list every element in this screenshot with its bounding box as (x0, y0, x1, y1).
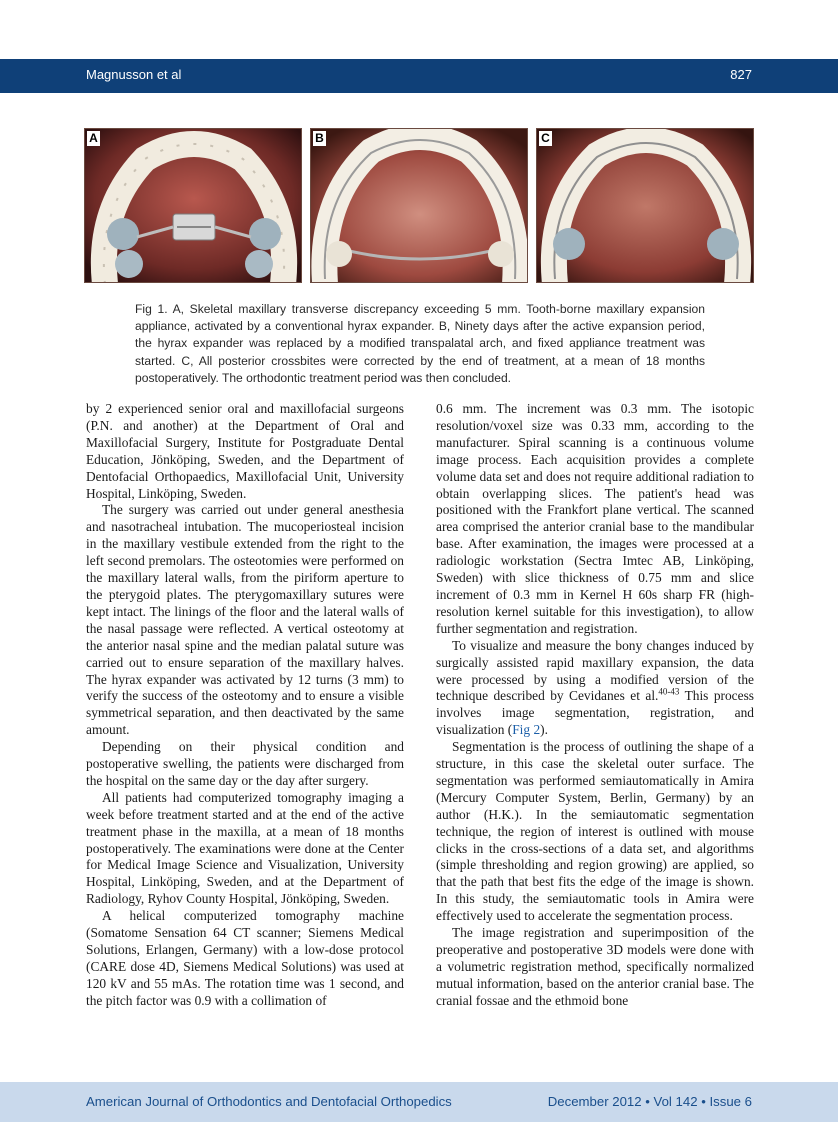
paragraph: A helical computerized tomography machine (Somatome Sensation 64 CT scanner; Siemens Medical Solutions, Erlangen, Germany) with a low-dose protocol (CARE dose 4D, Siemens Medical Solutions) was used at 120 kV and 55 mAs. The rotation time was 1 second, and the pitch factor was 0.9 with a collimation of (86, 908, 404, 1008)
paragraph-text: ). (540, 722, 548, 738)
body-column-right (436, 401, 754, 1010)
paragraph: The surgery was carried out under general anesthesia and nasotracheal intubation. The mucoperiosteal incision in the maxillary vestibule extended from the right to the left second premolars. The osteotomies were performed on the maxillary lateral walls, from the piriform aperture to the pterygoid plates. The pterygomaxillary sutures were kept intact. The linings of the floor and the lateral walls of the nasal passage were reflected. A vertical osteotomy at the anterior nasal spine and the median palatal suture was carried out to ensure separation of the maxillary halves. The hyrax expander was activated by 12 turns (3 mm) to verify the success of the osteotomy and to ensure a visible symmetrical separation, and then deactivated by the same amount. (86, 502, 404, 738)
dental-photo-a (85, 129, 302, 283)
issue-info: December 2012 • Vol 142 • Issue 6 (547, 1094, 752, 1109)
figure-caption (135, 301, 705, 387)
paragraph: Segmentation is the process of outlining the shape of a structure, in this case the skeletal outer surface. The segmentation was performed semiautomatically in Amira (Mercury Computer System, Berlin, Germany) by an author (H.K.). In the semiautomatic segmentation technique, the region of interest is outlined with mouse clicks in the cross-sections of a data set, and algorithms (simple thresholding and region growing) are applied, so that the path that best fits the edge of the image is shown. In this study, the semiautomatic tools in Amira were effectively used to accelerate the segmentation process. (436, 739, 754, 924)
panel-letter-c: C (539, 131, 552, 146)
page-number: 827 (730, 67, 752, 82)
dental-photo-b (311, 129, 528, 283)
citation-reference[interactable]: 40-43 (658, 686, 680, 697)
figure-1-photos (84, 128, 754, 283)
paragraph-text: To visualize and measure the bony changes induced by surgically assisted rapid maxillary expansion, the data were processed by using a modified version of the technique described by Cevidanes et al. (436, 637, 754, 704)
figure-panel-a (84, 128, 302, 283)
paragraph: The image registration and superimposition of the preoperative and postoperative 3D models were done with a volumetric registration method, specifically normalized mutual information, based on the anterior cranial base. The cranial fossae and the ethmoid bone (436, 925, 754, 1008)
paragraph: by 2 experienced senior oral and maxillofacial surgeons (P.N. and another) at the Department of Oral and Maxillofacial Surgery, Institute for Postgraduate Dental Education, Jönköping, Sweden, and the Department of Dentofacial Orthopaedics, Maxillofacial Unit, University Hospital, Linköping, Sweden. (86, 401, 404, 501)
figure-panel-b (310, 128, 528, 283)
paragraph-text: This process involves image segmentation, registration, and visualization ( (436, 688, 754, 738)
running-footer (0, 1082, 838, 1122)
dental-photo-c (537, 129, 754, 283)
paragraph: 0.6 mm. The increment was 0.3 mm. The isotopic resolution/voxel size was 0.33 mm, according to the manufacturer. Spiral scanning is a continuous volume image process. Each acquisition provides a complete volume data set and does not require additional radiation to obtain overlapping slices. The patient's head was positioned with the Frankfort plane vertical. The scanned area comprised the anterior cranial base to the mandibular base. After examination, the images were processed at a radiologic workstation (Sectra Imtec AB, Linköping, Sweden) with slice thickness of 0.75 mm and slice increment of 0.3 mm in Kernel H 60s sharp FR (high-resolution kernel suitable for this investigation), to allow further segmentation and registration. (436, 401, 754, 636)
paragraph: All patients had computerized tomography imaging a week before treatment started and at the end of the active treatment phase in the maxilla, at a mean of 18 months postoperatively. The examinations were done at the Center for Medical Image Science and Visualization, University Hospital, Linköping, Sweden, and at the Department of Radiology, Ryhov County Hospital, Jönköping, Sweden. (86, 789, 404, 907)
figure-panel-c (536, 128, 754, 283)
running-header (0, 59, 838, 93)
figure-label: Fig 1. (135, 302, 168, 316)
paragraph: Depending on their physical condition and postoperative swelling, the patients were discharged from the hospital on the same day or the day after surgery. (86, 739, 404, 788)
body-column-left (86, 401, 404, 1010)
paragraph (436, 638, 754, 739)
panel-letter-b: B (313, 131, 326, 146)
journal-name: American Journal of Orthodontics and Dentofacial Orthopedics (86, 1094, 452, 1109)
panel-letter-a: A (87, 131, 100, 146)
running-header-author: Magnusson et al (86, 67, 182, 82)
figure-caption-text: A, Skeletal maxillary transverse discrepancy exceeding 5 mm. Tooth-borne maxillary expansion appliance, activated by a conventional hyrax expander. B, Ninety days after the active expansion period, the hyrax expander was replaced by a modified transpalatal arch, and fixed appliance treatment was started. C, All posterior crossbites were corrected by the end of treatment, at a mean of 18 months postoperatively. The orthodontic treatment period was then concluded. (135, 302, 705, 385)
figure-2-link[interactable]: Fig 2 (512, 722, 541, 738)
